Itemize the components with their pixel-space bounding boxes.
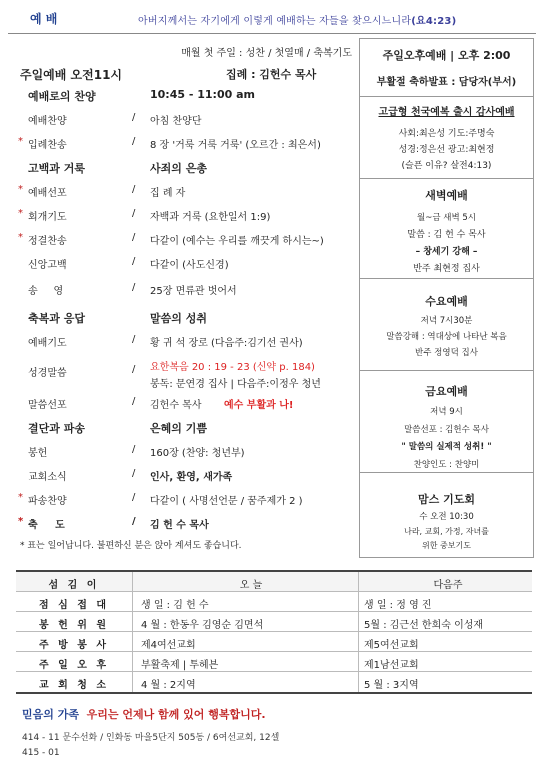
sermon-title: 예수 부활과 나! <box>224 400 294 411</box>
family-news-1: 414 - 11 문수선화 / 인화동 마을5단지 505동 / 6여선교회, 12셀 <box>22 733 280 743</box>
table-row: 봉 헌 위 원 4 월 : 한동우 김영순 김면석 5월 : 김근선 한희숙 이성재 <box>16 612 532 632</box>
friday-service: 금요예배 저녁 9시 말씀선포 : 김헌수 목사 " 말씀의 실제적 성취! " 찬양인도 : 찬양미 <box>360 371 533 473</box>
afternoon-service: 주일오후예배 | 오후 2:00 부활절 축하발표 : 담당자(부서) <box>360 39 533 97</box>
table-row: 주 방 봉 사 제4여선교회 제5여선교회 <box>16 632 532 652</box>
family-news-2: 415 - 01 <box>22 748 60 758</box>
dawn-service: 새벽예배 월~금 새벽 5시 말씀 : 김 헌 수 목사 – 창세기 강해 – 반주 최현정 집사 <box>360 179 533 279</box>
weekly-schedule <box>359 38 534 558</box>
moms-prayer: 맘스 기도회 수 오전 10:30 나라, 교회, 가정, 자녀를 위한 중보기도 <box>404 493 489 550</box>
wednesday-service: 수요예배 저녁 7시30분 말씀강해 : 역대상에 나타난 복음 반주 정영덕 집사 <box>360 279 533 371</box>
sunday-service-order: 매월 첫 주일 : 성찬 / 첫열매 / 축복기도 주일예배 오전11시 집례 : 김헌수 목사 예배로의 찬양 10:45 - 11:00 am 예배찬양 / 아침 찬양단 * 입례찬송 / 8 장 '거룩 거룩 거룩' (오르간 : 최은서) 고백과 거룩 사죄의 은총 * 예배선포 / 집 례 자 * 회개기도 / 자백과 거룩 (요한일서 1:9) * 정결찬송 / 다같이 (예수는 우리를 깨끗게 하시는~) 신앙고백 / 다같이 (사도신경) 송 영 / 25장 면류관 벗어서 축복과 응답 말씀의 성취 예배기도 / 황 귀 석 장로 (다음주:김기선 권사) 성경말씀 / 요한복음 20 : 19 - 23 (신약 p. 184) 봉독: 문연경 집사 | 다음주:이정우 청년 말씀선포 / 김헌수 목사 예수 부활과 나! 결단과 파송 은혜의 기쁨 봉헌 / 160장 (찬양: 청년부) 교회소식 / 인사, 환영, 새가족 * 파송찬양 / 다같이 ( 사명선언문 / 꿈주제가 2 ) * 축 도 / 김 헌 수 목사 * 표는 일어납니다. 불편하신 분은 앉아 계셔도 좋습니다. <box>8 38 356 558</box>
service-title: 주일예배 오전11시 <box>20 68 123 82</box>
table-row: 점 심 접 대 생 일 : 김 헌 수 생 일 : 정 영 진 <box>16 592 532 612</box>
page-title: 예 배 <box>30 12 58 26</box>
table-row: 주 일 오 후 부활축제 | 투헤븐 제1남선교회 <box>16 652 532 672</box>
monthly-note: 매월 첫 주일 : 성찬 / 첫열매 / 축복기도 <box>181 48 352 59</box>
header-verse: 아버지께서는 자기에게 이렇게 예배하는 자들을 찾으시느니라(요4:23) <box>138 16 457 27</box>
family-banner: 믿음의 가족 우리는 언제나 함께 있어 행복합니다. <box>22 708 266 721</box>
footnote: * 표는 일어납니다. 불편하신 분은 앉아 계셔도 좋습니다. <box>20 541 242 551</box>
thanks-service: 고급형 천국예복 출시 감사예배 사회:최은성 기도:주명숙 성경:정은선 광고:최현정 (슬픈 이유? 살전4:13) <box>360 97 533 179</box>
servants-table <box>16 570 532 694</box>
table-row: 교 회 청 소 4 월 : 2지역 5 월 : 3지역 <box>16 672 532 692</box>
table-header: 섬 김 이 오 늘 다음주 <box>16 572 532 592</box>
officiant: 집례 : 김헌수 목사 <box>226 68 317 81</box>
